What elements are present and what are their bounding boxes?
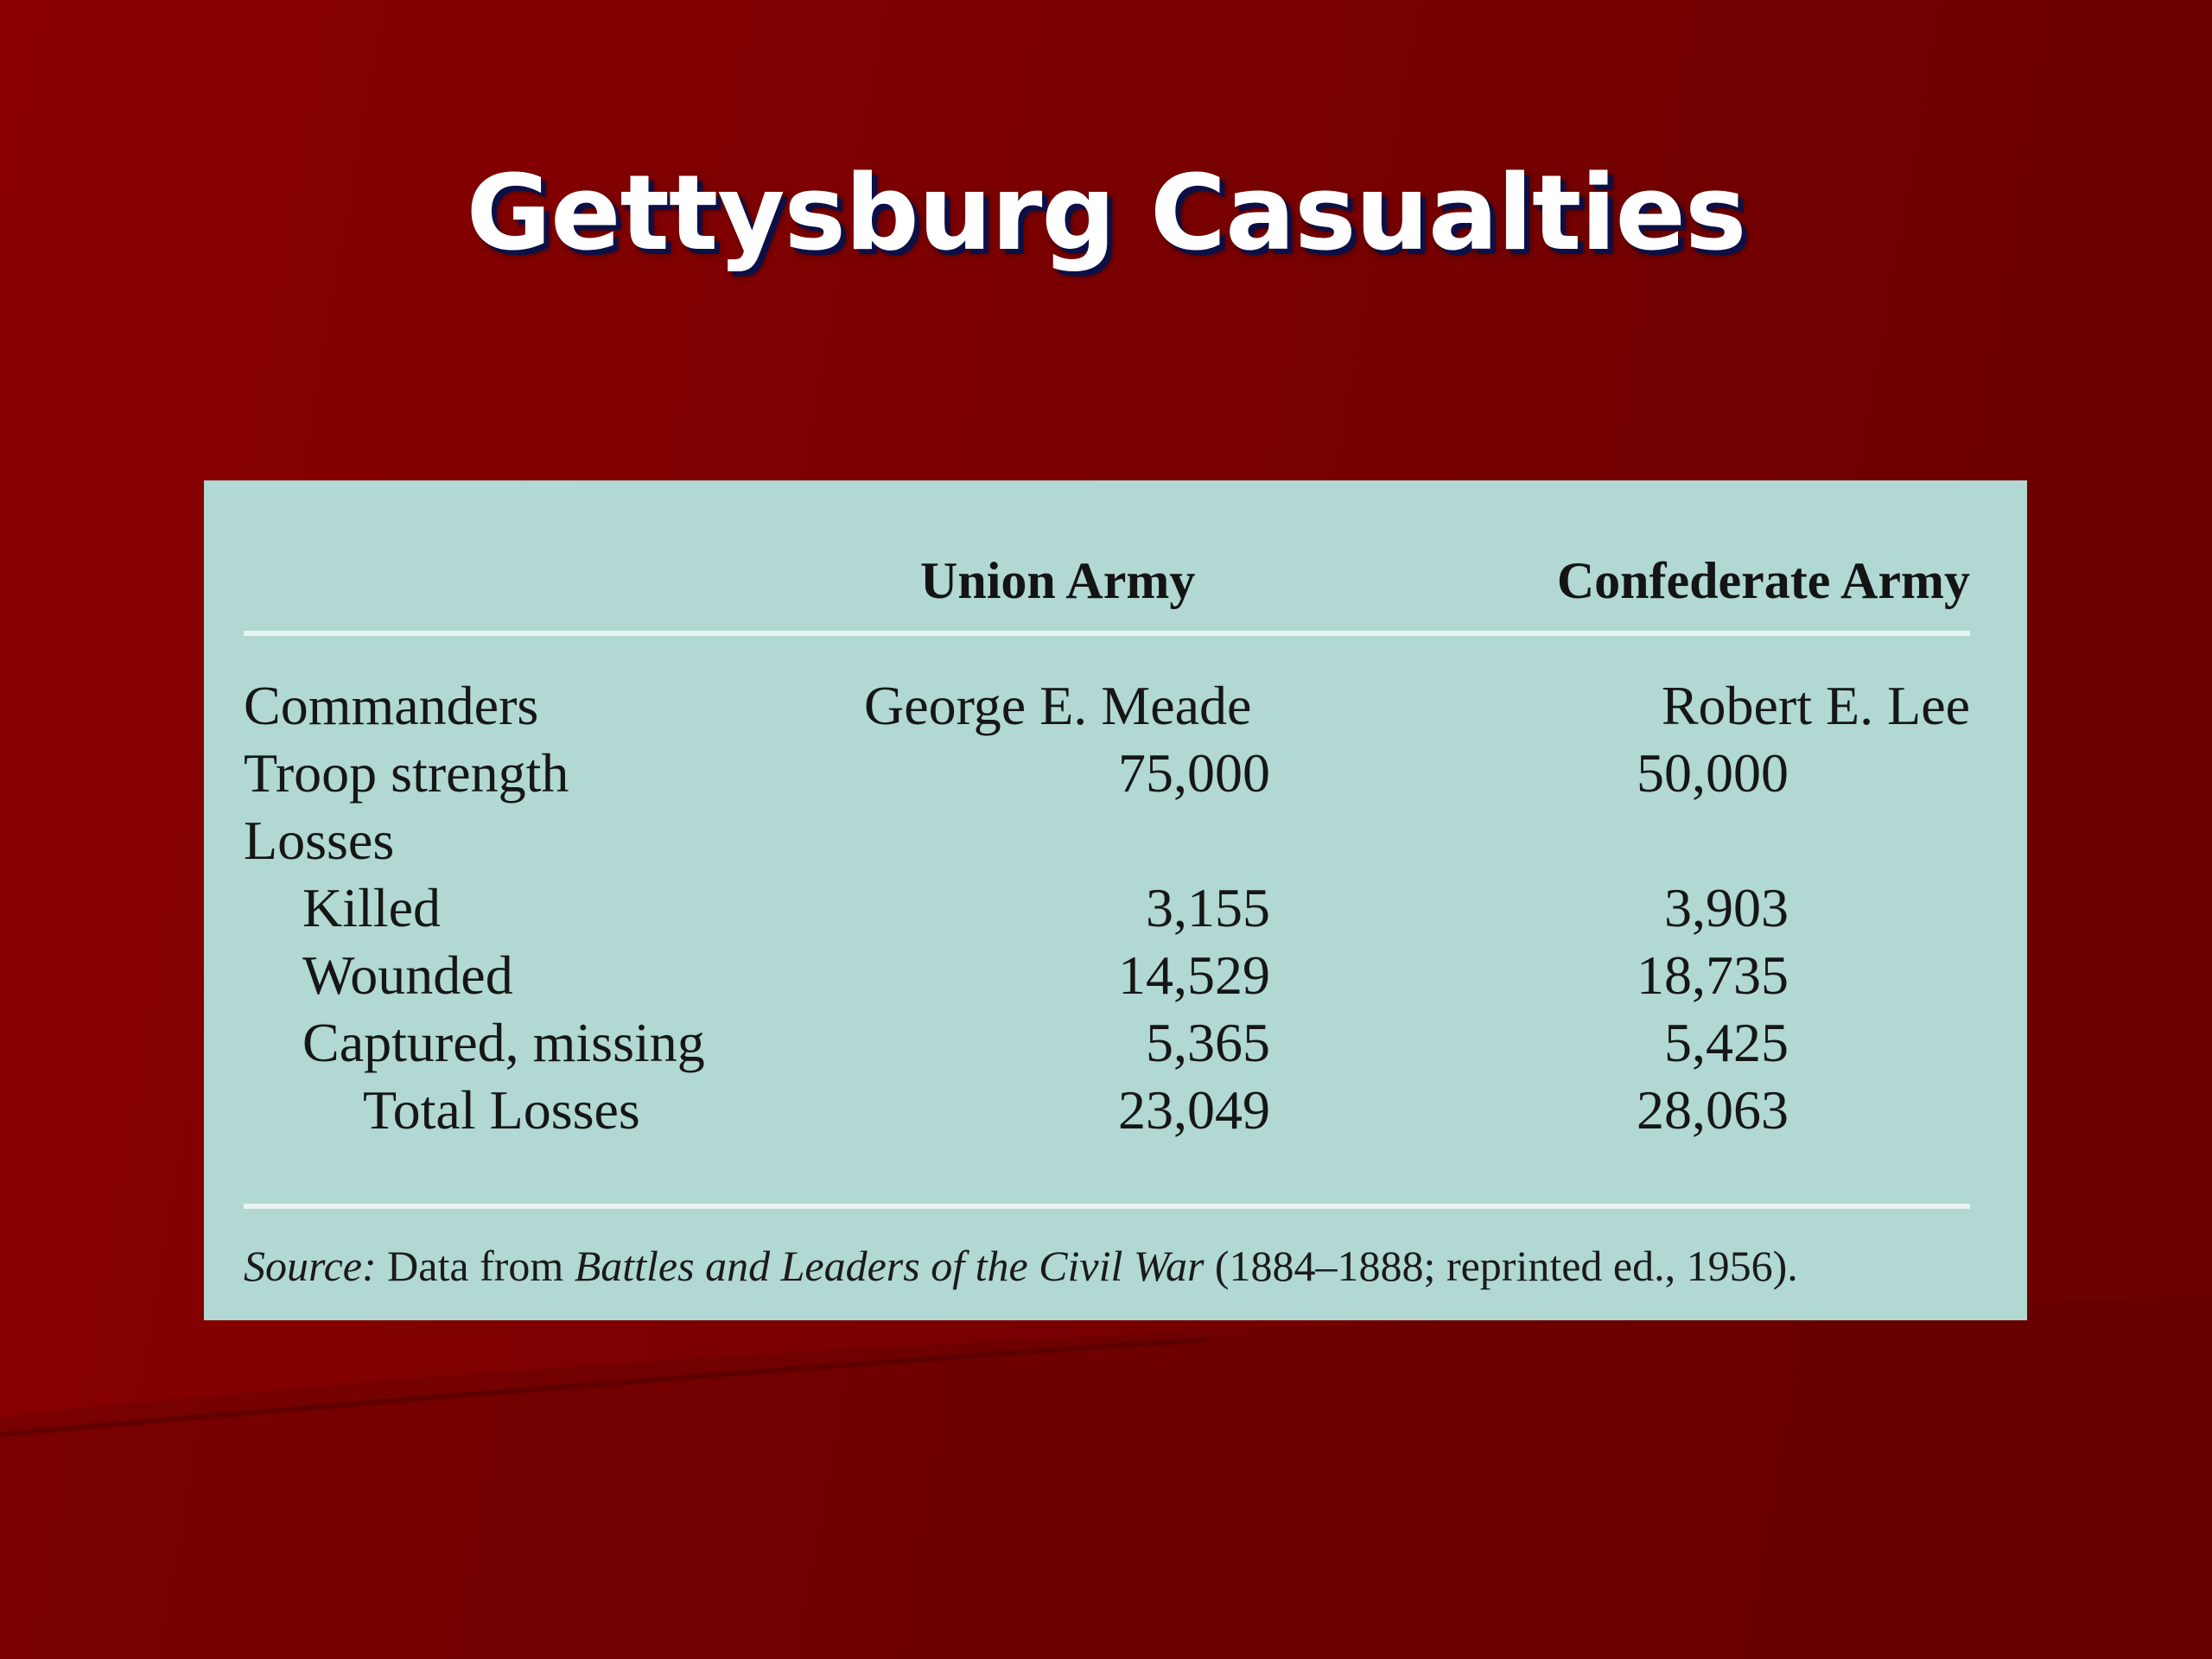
- row-label: Commanders: [244, 675, 539, 736]
- row-label: Troop strength: [244, 742, 569, 804]
- table-row-losses: [204, 807, 2027, 874]
- casualties-table: [204, 480, 2027, 1320]
- confederate-value: 5,425: [1664, 1012, 1789, 1073]
- table-bottom-rule: [244, 1204, 1970, 1209]
- confederate-value: 28,063: [1637, 1079, 1789, 1141]
- confederate-value: 50,000: [1637, 742, 1789, 804]
- row-label: Losses: [244, 810, 395, 871]
- table-row-killed: [204, 874, 2027, 942]
- table-row-troop-strength: [204, 740, 2027, 807]
- union-value: George E. Meade: [864, 675, 1252, 736]
- header-union-army: Union Army: [920, 552, 1196, 609]
- row-label: Total Losses: [363, 1079, 640, 1141]
- source-text-after: (1884–1888; reprinted ed., 1956).: [1204, 1242, 1798, 1290]
- union-value: 23,049: [1118, 1079, 1270, 1141]
- confederate-value: Robert E. Lee: [1661, 675, 1970, 736]
- row-label: Wounded: [302, 944, 513, 1006]
- background-swoosh: [0, 1279, 2212, 1659]
- table-row-commanders: [204, 672, 2027, 740]
- source-prefix: Source:: [244, 1242, 377, 1290]
- row-label: Killed: [302, 877, 441, 938]
- slide-title: Gettysburg Casualties: [466, 154, 1746, 274]
- confederate-value: 18,735: [1637, 944, 1789, 1006]
- union-value: 5,365: [1146, 1012, 1270, 1073]
- union-value: 3,155: [1146, 877, 1270, 938]
- union-value: 75,000: [1118, 742, 1270, 804]
- source-note: [244, 1241, 1798, 1291]
- table-row-captured-missing: [204, 1009, 2027, 1077]
- row-label: Captured, missing: [302, 1012, 705, 1073]
- table-row-total-losses: [204, 1077, 2027, 1144]
- union-value: 14,529: [1118, 944, 1270, 1006]
- table-row-wounded: [204, 942, 2027, 1009]
- source-work-title: Battles and Leaders of the Civil War: [574, 1242, 1205, 1290]
- table-top-rule: [244, 631, 1970, 636]
- source-text-before: Data from: [376, 1242, 575, 1290]
- confederate-value: 3,903: [1664, 877, 1789, 938]
- header-confederate-army: Confederate Army: [1556, 552, 1970, 609]
